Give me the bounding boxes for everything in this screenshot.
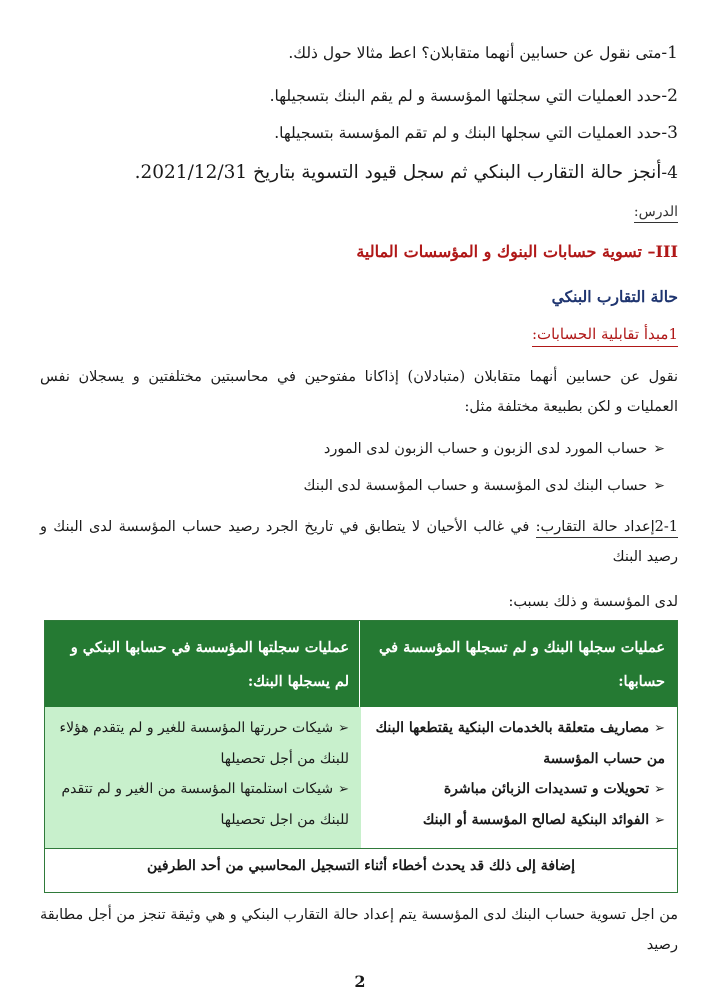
question-number: 1-: [661, 43, 678, 63]
question-text: أنجز حالة التقارب البنكي ثم سجل قيود التسوية بتاريخ 2021/12/31.: [134, 162, 662, 183]
col-header-bank: عمليات سجلها البنك و لم تسجلها المؤسسة في حسابها:: [359, 621, 677, 707]
section-title: III– تسوية حسابات البنوك و المؤسسات المالية: [356, 242, 678, 261]
example-item: [304, 478, 666, 494]
company-items-cell: [45, 707, 361, 848]
checkmark-arrow-icon: ➢: [338, 782, 349, 797]
table-header: [45, 621, 677, 707]
question-3: [274, 122, 678, 144]
question-text: متى نقول عن حسابين أنهما متقابلان؟ اعط مثالا حول ذلك.: [288, 44, 662, 62]
example-item: [324, 441, 665, 457]
page-number: 2: [354, 972, 366, 991]
principle-heading: 1مبدأ تقابلية الحسابات:: [532, 325, 678, 343]
table-body: [45, 707, 677, 848]
principle-text: نقول عن حسابين أنهما متقابلان (متبادلان) إذاكانا مفتوحين في محاسبتين مختلفتين و يسجلان نفس العمليات و لكن بطبيعة مختلفة مثل:: [40, 369, 678, 415]
bank-items-cell: [359, 707, 677, 848]
subtitle: حالة التقارب البنكي: [551, 287, 678, 306]
prep-paragraph: [40, 512, 678, 572]
question-text: حدد العمليات التي سجلتها المؤسسة و لم يقم البنك بتسجيلها.: [269, 87, 662, 105]
discrepancy-table: [44, 620, 678, 893]
checkmark-arrow-icon: ➢: [338, 721, 349, 736]
prep-heading: 2-1إعداد حالة التقارب:: [536, 519, 678, 538]
list-item: ➢الفوائد البنكية لصالح المؤسسة أو البنك: [422, 812, 665, 828]
checkmark-arrow-icon: ➢: [654, 813, 665, 828]
example-text: حساب المورد لدى الزبون و حساب الزبون لدى المورد: [323, 441, 648, 457]
example-text: حساب البنك لدى المؤسسة و حساب المؤسسة لدى البنك: [303, 478, 648, 494]
question-text: حدد العمليات التي سجلها البنك و لم تقم المؤسسة بتسجيلها.: [274, 124, 662, 142]
col-header-company: عمليات سجلتها المؤسسة في حسابها البنكي و لم يسجلها البنك:: [70, 639, 349, 690]
question-4: [135, 162, 678, 184]
checkmark-arrow-icon: ➢: [654, 721, 665, 736]
checkmark-arrow-icon: ➢: [653, 478, 665, 494]
question-number: 3-: [661, 123, 678, 143]
question-number: 2-: [661, 86, 678, 106]
prep-text: في غالب الأحيان لا يتطابق في تاريخ الجرد رصيد حساب المؤسسة لدى البنك و رصيد البنك: [40, 519, 678, 565]
list-item: ➢شيكات استلمتها المؤسسة من الغير و لم تتقدم للبنك من اجل تحصيلها: [61, 781, 349, 828]
list-item: ➢تحويلات و تسديدات الزبائن مباشرة: [443, 781, 665, 797]
prep-text-2: لدى المؤسسة و ذلك بسبب:: [508, 594, 678, 610]
list-item: ➢شيكات حررتها المؤسسة للغير و لم يتقدم هؤلاء للبنك من أجل تحصيلها: [59, 720, 349, 767]
list-item: ➢مصاريف متعلقة بالخدمات البنكية يقتطعها البنك من حساب المؤسسة: [375, 720, 665, 767]
closing-text: من اجل تسوية حساب البنك لدى المؤسسة يتم إعداد حالة التقارب البنكي و هي وثيقة تنجز من أجل مطابقة رصيد: [40, 907, 678, 953]
question-number: 4-: [661, 163, 678, 183]
question-1: [288, 42, 678, 64]
question-2: [270, 85, 678, 107]
lesson-label: الدرس:: [634, 204, 678, 220]
checkmark-arrow-icon: ➢: [653, 441, 665, 457]
checkmark-arrow-icon: ➢: [654, 782, 665, 797]
table-footer: إضافة إلى ذلك قد يحدث أخطاء أثناء التسجيل المحاسبي من أحد الطرفين: [45, 848, 677, 893]
